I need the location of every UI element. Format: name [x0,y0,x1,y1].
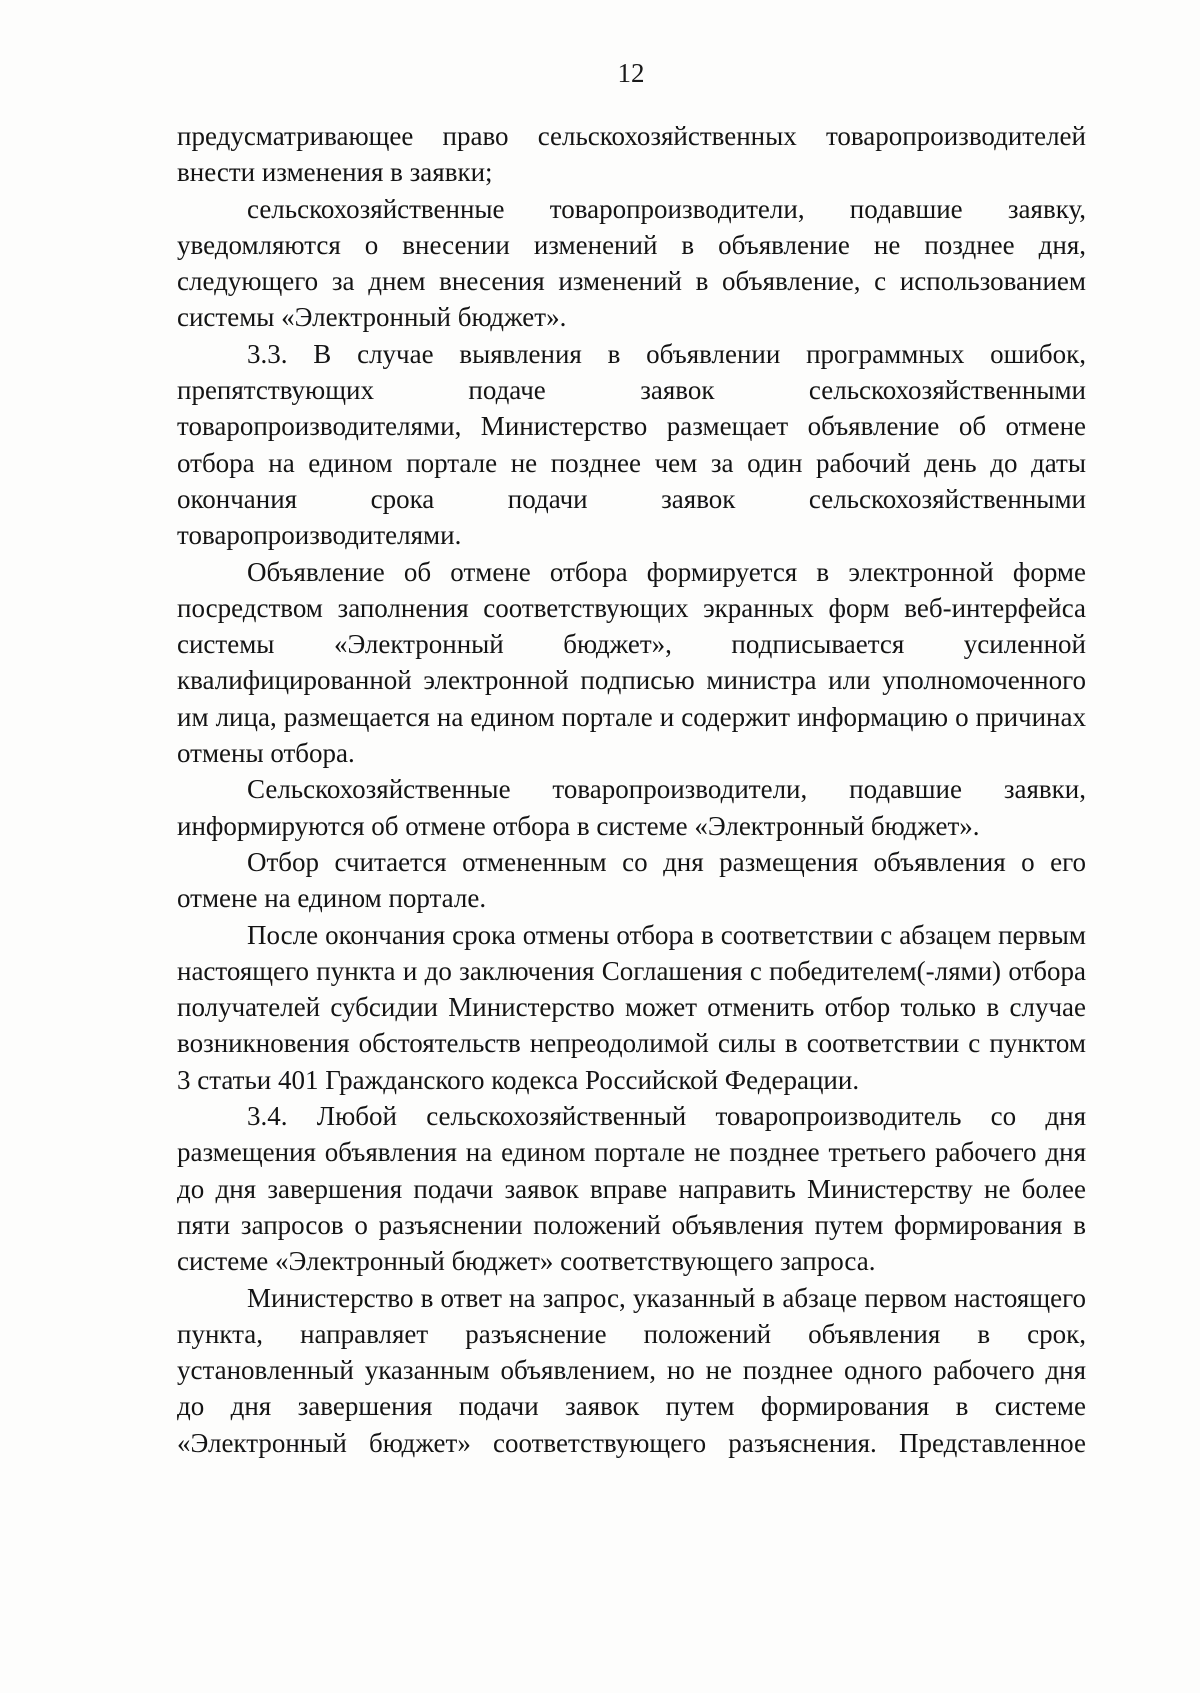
paragraph: 3.3. В случае выявления в объявлении программных ошибок, препятствующих подаче заявок сельскохозяйственными товаропроизводителями, Министерство размещает объявление об отмене отбора на едином портале не позднее чем за один рабочий день до даты окончания срока подачи заявок сельскохозяйственными товаропроизводителями. [177,338,1086,551]
paragraph: Объявление об отмене отбора формируется в электронной форме посредством заполнения соответствующих экранных форм веб-интерфейса системы «Электронный бюджет», подписывается усиленной квалифицированной электронной подписью министра или уполномоченного им лица, размещается на едином портале и содержит информацию о причинах отмены отбора. [177,556,1086,769]
paragraph: Министерство в ответ на запрос, указанный в абзаце первом настоящего пункта, направляет разъяснение положений объявления в срок, установленный указанным объявлением, но не позднее одного рабочего дня до дня завершения подачи заявок путем формирования в системе «Электронный бюджет» соответствующего разъяснения. Представленное [177,1282,1086,1458]
paragraph: Сельскохозяйственные товаропроизводители, подавшие заявки, информируются об отмене отбора в системе «Электронный бюджет». [177,774,1086,841]
paragraph: После окончания срока отмены отбора в соответствии с абзацем первым настоящего пункта и до заключения Соглашения с победителем(-лями) отбора получателей субсидии Министерство может отменить отбор только в случае возникновения обстоятельств непреодолимой силы в соответствии с пунктом 3 статьи 401 Гражданского кодекса Российской Федерации. [177,919,1086,1095]
paragraph: предусматривающее право сельскохозяйственных товаропроизводителей внести изменения в заявки; [177,121,1086,188]
paragraph: 3.4. Любой сельскохозяйственный товаропроизводитель со дня размещения объявления на едином портале не позднее третьего рабочего дня до дня завершения подачи заявок вправе направить Министерству не более пяти запросов о разъяснении положений объявления путем формирования в системе «Электронный бюджет» соответствующего запроса. [177,1101,1086,1277]
page-number: 12 [617,58,645,88]
document-body [177,118,1086,1461]
paragraph: Отбор считается отмененным со дня размещения объявления о его отмене на едином портале. [177,846,1086,914]
paragraph: сельскохозяйственные товаропроизводители, подавшие заявку, уведомляются о внесении изменений в объявление не позднее дня, следующего за днем внесения изменений в объявление, с использованием системы «Электронный бюджет». [177,193,1086,333]
